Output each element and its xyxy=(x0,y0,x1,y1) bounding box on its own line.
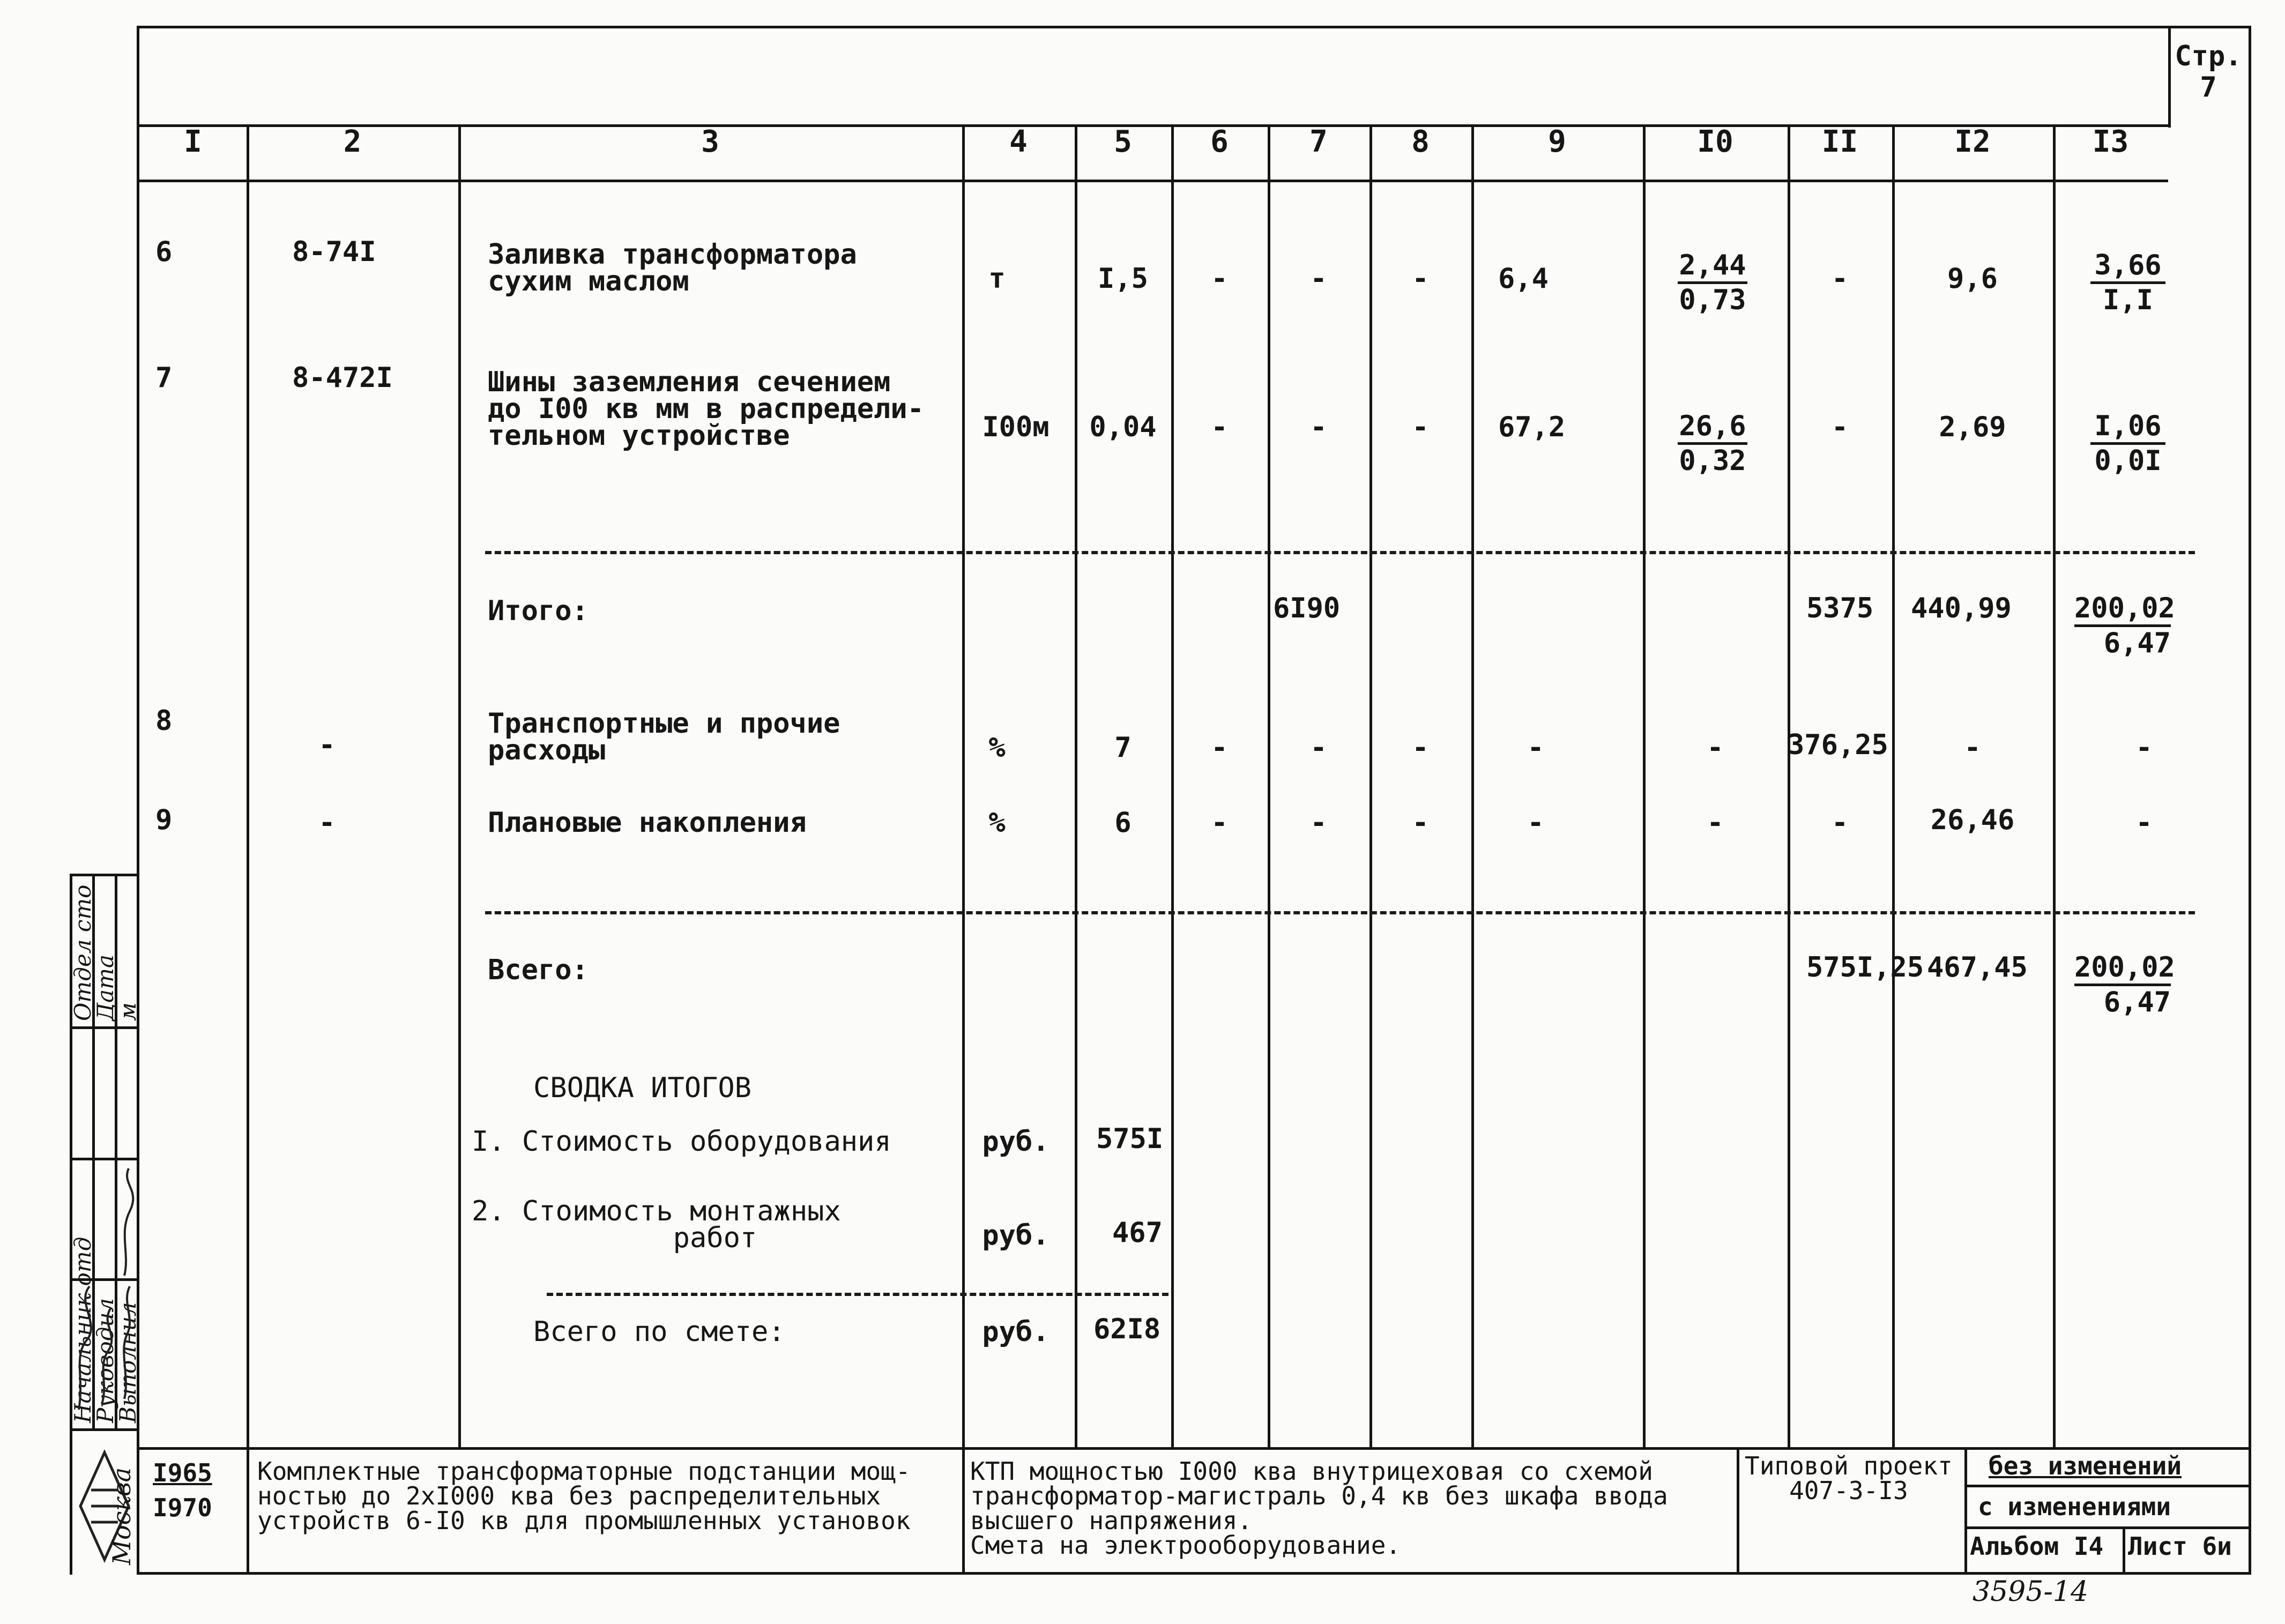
header-col-2: 2 xyxy=(343,124,362,159)
row7-c10 xyxy=(1678,410,1747,477)
row6-description: Заливка трансформатора сухим маслом xyxy=(488,239,857,297)
header-col-11: II xyxy=(1821,124,1858,159)
row7-c11: - xyxy=(1831,411,1849,443)
vsego-c13-num: 200,02 xyxy=(2074,951,2171,986)
side-label-city: Москва xyxy=(107,1467,136,1565)
frame-right xyxy=(2249,26,2251,1575)
side-label-date: Дата xyxy=(92,954,118,1021)
row6-c7: - xyxy=(1310,263,1327,295)
col-sep-9 xyxy=(1643,124,1646,1448)
row8-c9: - xyxy=(1527,732,1544,764)
col-sep-10 xyxy=(1788,124,1790,1448)
side-label-executor: Выполнил xyxy=(115,1302,141,1423)
row6-number: 6 xyxy=(155,236,173,268)
col-sep-11 xyxy=(1892,124,1895,1448)
row7-c9: 67,2 xyxy=(1498,411,1566,443)
row6-c10 xyxy=(1678,249,1747,316)
footer-year-1: I965 xyxy=(153,1458,212,1487)
summary-item-2-unit: руб. xyxy=(982,1219,1050,1251)
row9-c8: - xyxy=(1412,807,1429,839)
row6-c8: - xyxy=(1412,263,1429,295)
header-col-13: I3 xyxy=(2092,124,2129,159)
summary-total-unit: руб. xyxy=(982,1316,1050,1348)
footer-description-2: КТП мощностью I000 ква внутрицеховая со схемой трансформатор-магистраль 0,4 кв без шкафа ввода высшего напряжения. Смета на электрооборудование. xyxy=(970,1457,1668,1560)
row8-description: Транспортные и прочие расходы xyxy=(488,707,840,766)
title-block-top xyxy=(137,1447,2251,1450)
row7-unit: I00м xyxy=(982,411,1050,443)
itogo-c13-den: 6,47 xyxy=(2103,627,2171,659)
row6-c10-num: 2,44 xyxy=(1678,249,1747,284)
row8-c8: - xyxy=(1412,732,1429,764)
vsego-label: Всего: xyxy=(488,954,589,986)
header-col-5: 5 xyxy=(1114,124,1132,159)
row6-qty: I,5 xyxy=(1098,263,1148,295)
dashed-separator-2 xyxy=(485,911,2195,914)
col-sep-1 xyxy=(247,124,249,1448)
title-block-right-h1 xyxy=(1964,1485,2251,1487)
frame-top xyxy=(137,26,2251,28)
col-sep-7 xyxy=(1369,124,1372,1448)
vsego-c11: 575I,25 xyxy=(1806,951,1924,984)
itogo-c7: 6I90 xyxy=(1273,592,1341,624)
row6-c13-den: I,I xyxy=(2103,284,2153,316)
row9-c12: 26,46 xyxy=(1930,804,2015,836)
row6-c13 xyxy=(2090,249,2165,316)
footer-album: Альбом I4 xyxy=(1970,1532,2104,1561)
summary-title: СВОДКА ИТОГОВ xyxy=(533,1072,751,1104)
header-col-12: I2 xyxy=(1954,124,1991,159)
col-sep-6 xyxy=(1268,124,1270,1448)
header-col-9: 9 xyxy=(1548,124,1566,159)
header-col-3: 3 xyxy=(701,124,719,159)
row7-c8: - xyxy=(1412,411,1429,443)
col-sep-3 xyxy=(962,124,965,1448)
title-block-right-h2 xyxy=(1964,1526,2251,1529)
row9-description: Плановые накопления xyxy=(488,807,807,839)
row9-c9: - xyxy=(1527,807,1544,839)
row8-c7: - xyxy=(1310,732,1327,764)
header-col-10: I0 xyxy=(1697,124,1733,159)
row7-c10-den: 0,32 xyxy=(1679,445,1746,477)
dashed-separator-3 xyxy=(547,1293,1168,1296)
row9-unit: % xyxy=(988,807,1006,839)
side-label-department: Отдел сто xyxy=(70,884,96,1021)
row9-code: - xyxy=(318,807,336,839)
side-block-top xyxy=(70,874,139,876)
row9-number: 9 xyxy=(155,804,173,836)
row7-description: Шины заземления сечением до I00 кв мм в распредели- тельном устройстве xyxy=(488,366,924,452)
row8-c10: - xyxy=(1707,732,1724,764)
row6-c9: 6,4 xyxy=(1498,263,1549,295)
frame-bottom xyxy=(137,1572,2251,1575)
signatures xyxy=(71,1163,138,1420)
footer-no-changes: без изменений xyxy=(1989,1451,2182,1480)
row9-qty: 6 xyxy=(1114,807,1132,839)
row7-c7: - xyxy=(1310,411,1327,443)
header-col-7: 7 xyxy=(1309,124,1328,159)
row7-c12: 2,69 xyxy=(1939,411,2006,443)
footer-sheet: Лист 6и xyxy=(2128,1532,2232,1561)
itogo-label: Итого: xyxy=(488,595,589,627)
header-col-8: 8 xyxy=(1411,124,1430,159)
side-block-h2 xyxy=(70,1158,139,1160)
row7-number: 7 xyxy=(155,362,173,394)
col-sep-12 xyxy=(2053,124,2056,1448)
header-col-4: 4 xyxy=(1009,124,1028,159)
side-label-m: м xyxy=(115,1002,141,1021)
footer-year-2: I970 xyxy=(153,1493,212,1522)
page-number: 7 xyxy=(2200,71,2217,103)
row8-qty: 7 xyxy=(1114,732,1132,764)
side-label-head: Руководил xyxy=(92,1298,118,1423)
summary-item-1: I. Стоимость оборудования xyxy=(472,1126,891,1158)
row8-unit: % xyxy=(988,732,1006,764)
row9-c6: - xyxy=(1211,807,1228,839)
row7-code: 8-472I xyxy=(292,362,393,394)
row7-c13 xyxy=(2090,410,2165,477)
summary-total: Всего по смете: xyxy=(533,1316,785,1348)
side-label-chief: Начальник отд xyxy=(70,1236,96,1423)
row7-c6: - xyxy=(1211,411,1228,443)
row7-qty: 0,04 xyxy=(1089,411,1157,443)
header-bottom-line xyxy=(137,180,2168,182)
row6-c13-num: 3,66 xyxy=(2090,249,2165,284)
vsego-c13-den: 6,47 xyxy=(2103,986,2171,1018)
summary-item-2-value: 467 xyxy=(1112,1217,1163,1249)
title-block-sep-4 xyxy=(1964,1447,1967,1575)
row7-c13-num: I,06 xyxy=(2090,410,2165,445)
row9-c13: - xyxy=(2135,807,2153,839)
row6-c12: 9,6 xyxy=(1947,263,1998,295)
row9-c10: - xyxy=(1707,807,1724,839)
itogo-c12: 440,99 xyxy=(1911,592,2012,624)
header-col-1: I xyxy=(184,124,202,159)
row8-number: 8 xyxy=(155,705,173,737)
col-sep-5 xyxy=(1171,124,1174,1448)
vsego-c13 xyxy=(2074,951,2175,1018)
title-block-sep-3 xyxy=(1737,1447,1739,1575)
itogo-c13-num: 200,02 xyxy=(2074,592,2171,627)
footer-stamp-number: 3595-14 xyxy=(1973,1576,2089,1608)
row6-unit: т xyxy=(988,263,1006,295)
row9-c7: - xyxy=(1310,807,1327,839)
summary-item-1-value: 575I xyxy=(1096,1123,1164,1155)
row6-c11: - xyxy=(1831,263,1849,295)
summary-item-2: 2. Стоимость монтажных работ xyxy=(472,1195,841,1254)
col-sep-2 xyxy=(458,124,461,1448)
summary-item-1-unit: руб. xyxy=(982,1126,1050,1158)
row6-code: 8-74I xyxy=(292,236,376,268)
row6-c6: - xyxy=(1211,263,1228,295)
summary-total-value: 62I8 xyxy=(1093,1313,1161,1345)
footer-with-changes: с изменениями xyxy=(1978,1492,2171,1521)
row6-c10-den: 0,73 xyxy=(1679,284,1746,316)
row7-c13-den: 0,0I xyxy=(2094,445,2162,477)
title-block-sep-1 xyxy=(247,1447,249,1575)
dashed-separator-1 xyxy=(485,551,2195,554)
footer-description-1: Комплектные трансформаторные подстанции мощ- ностью до 2хI000 ква без распределительных устройств 6-I0 кв для промышленных установок xyxy=(257,1457,911,1535)
side-block-h1 xyxy=(70,1026,139,1029)
itogo-c13 xyxy=(2074,592,2175,659)
col-sep-4 xyxy=(1075,124,1077,1448)
itogo-c11: 5375 xyxy=(1806,592,1874,624)
row8-c6: - xyxy=(1211,732,1228,764)
row8-code: - xyxy=(318,729,336,761)
col-sep-8 xyxy=(1471,124,1474,1448)
header-col-6: 6 xyxy=(1210,124,1229,159)
title-block-sep-2 xyxy=(962,1447,965,1575)
vsego-c12: 467,45 xyxy=(1927,951,2028,984)
footer-project: Типовой проект 407-3-I3 xyxy=(1745,1451,1953,1505)
row8-c13: - xyxy=(2135,732,2153,764)
page-label: Стр. xyxy=(2175,40,2242,72)
row8-c12: - xyxy=(1964,732,1981,764)
title-block-right-v xyxy=(2123,1526,2125,1575)
side-block-h4 xyxy=(70,1428,139,1431)
row7-c10-num: 26,6 xyxy=(1678,410,1747,445)
row8-c11: 376,25 xyxy=(1788,729,1888,761)
row9-c11: - xyxy=(1831,807,1849,839)
